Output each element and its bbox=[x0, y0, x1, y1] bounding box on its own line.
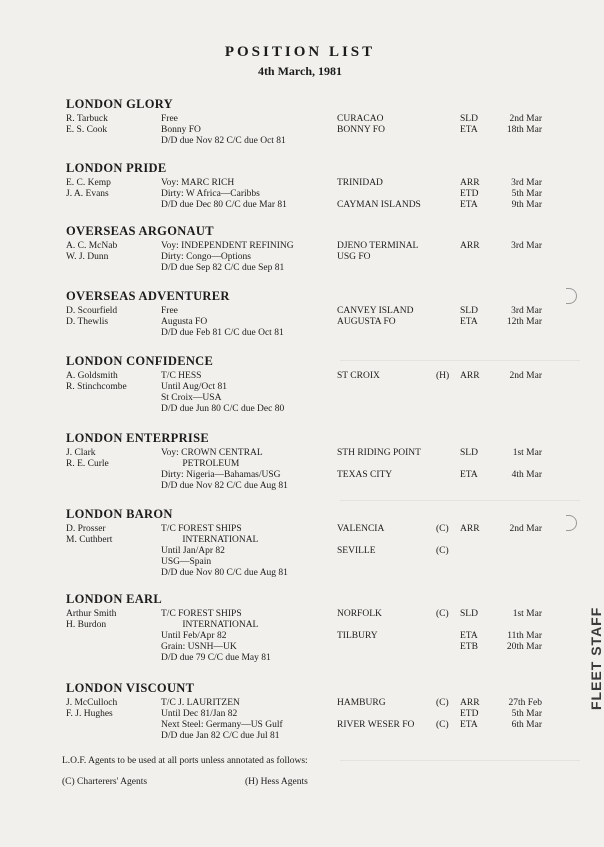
document-title: POSITION LIST bbox=[224, 44, 376, 60]
ship-line bbox=[66, 263, 556, 274]
status-date: 3rd Mar bbox=[511, 306, 542, 316]
agent-mark: (C) bbox=[436, 720, 449, 730]
ship-line bbox=[66, 535, 556, 546]
ship-line bbox=[66, 114, 556, 125]
crew-name: J. A. Evans bbox=[66, 189, 109, 199]
ship-line bbox=[66, 653, 556, 664]
ship-line bbox=[66, 470, 556, 481]
status-code: SLD bbox=[460, 609, 478, 619]
status-code: ARR bbox=[460, 241, 480, 251]
status-date: 3rd Mar bbox=[511, 178, 542, 188]
ship-name: LONDON EARL bbox=[66, 592, 163, 606]
document-date: 4th March, 1981 bbox=[257, 64, 343, 78]
voyage-detail: Free bbox=[161, 114, 178, 124]
port-name: HAMBURG bbox=[337, 698, 386, 708]
status-date: 2nd Mar bbox=[509, 371, 542, 381]
ship-name: LONDON GLORY bbox=[66, 97, 173, 111]
ship-line bbox=[66, 642, 556, 653]
status-code: ETA bbox=[460, 125, 478, 135]
paper-clip-mark bbox=[566, 288, 577, 304]
ship-line bbox=[66, 698, 556, 709]
port-name: USG FO bbox=[337, 252, 371, 262]
status-date: 12th Mar bbox=[506, 317, 542, 327]
port-name: STH RIDING POINT bbox=[337, 448, 421, 458]
port-name: CANVEY ISLAND bbox=[337, 306, 414, 316]
ship-line bbox=[66, 189, 556, 200]
voyage-detail: PETROLEUM bbox=[161, 459, 240, 469]
port-name: TILBURY bbox=[337, 631, 378, 641]
port-name: CAYMAN ISLANDS bbox=[337, 200, 421, 210]
crew-name: A. C. McNab bbox=[66, 241, 118, 251]
ship-line bbox=[66, 546, 556, 557]
status-code: SLD bbox=[460, 114, 478, 124]
ship-line bbox=[66, 568, 556, 579]
crew-name: F. J. Hughes bbox=[66, 709, 113, 719]
crew-name: D. Thewlis bbox=[66, 317, 109, 327]
status-code: ETD bbox=[460, 189, 479, 199]
bleed-through-line bbox=[340, 360, 580, 361]
status-date: 18th Mar bbox=[506, 125, 542, 135]
ship-line bbox=[66, 631, 556, 642]
bleed-through-line bbox=[340, 500, 580, 501]
ship-line bbox=[66, 382, 556, 393]
status-code: ETA bbox=[460, 720, 478, 730]
crew-name: J. McCulloch bbox=[66, 698, 118, 708]
ship-name: LONDON ENTERPRISE bbox=[66, 431, 209, 445]
ship-line bbox=[66, 404, 556, 415]
status-date: 6th Mar bbox=[511, 720, 542, 730]
voyage-detail: Next Steel: Germany—US Gulf bbox=[161, 720, 283, 730]
agent-mark: (H) bbox=[436, 371, 450, 381]
voyage-detail: T/C FOREST SHIPS bbox=[161, 609, 242, 619]
voyage-detail: Voy: MARC RICH bbox=[161, 178, 235, 188]
status-date: 9th Mar bbox=[511, 200, 542, 210]
agent-mark: (C) bbox=[436, 546, 449, 556]
voyage-detail: D/D due Nov 82 C/C due Aug 81 bbox=[161, 481, 288, 491]
ship-line bbox=[66, 328, 556, 339]
voyage-detail: T/C FOREST SHIPS bbox=[161, 524, 242, 534]
status-code: ARR bbox=[460, 524, 480, 534]
status-date: 2nd Mar bbox=[509, 524, 542, 534]
footer-note: L.O.F. Agents to be used at all ports unless annotated as follows: bbox=[62, 756, 308, 766]
bleed-through-line bbox=[340, 760, 580, 761]
voyage-detail: INTERNATIONAL bbox=[161, 535, 259, 545]
status-date: 11th Mar bbox=[507, 631, 542, 641]
voyage-detail: Voy: INDEPENDENT REFINING bbox=[161, 241, 294, 251]
voyage-detail: D/D due Dec 80 C/C due Mar 81 bbox=[161, 200, 287, 210]
status-date: 4th Mar bbox=[511, 470, 542, 480]
crew-name: M. Cuthbert bbox=[66, 535, 113, 545]
voyage-detail: Augusta FO bbox=[161, 317, 208, 327]
port-name: DJENO TERMINAL bbox=[337, 241, 419, 251]
ship-line bbox=[66, 241, 556, 252]
voyage-detail: Until Jan/Apr 82 bbox=[161, 546, 225, 556]
crew-name: D. Prosser bbox=[66, 524, 106, 534]
port-name: VALENCIA bbox=[337, 524, 385, 534]
voyage-detail: D/D due Nov 82 C/C due Oct 81 bbox=[161, 136, 286, 146]
crew-name: H. Burdon bbox=[66, 620, 107, 630]
voyage-detail: Until Feb/Apr 82 bbox=[161, 631, 227, 641]
ship-line bbox=[66, 317, 556, 328]
ship-line bbox=[66, 609, 556, 620]
voyage-detail: D/D due 79 C/C due May 81 bbox=[161, 653, 271, 663]
ship-line bbox=[66, 252, 556, 263]
status-date: 1st Mar bbox=[512, 609, 542, 619]
status-code: ETA bbox=[460, 200, 478, 210]
voyage-detail: Grain: USNH—UK bbox=[161, 642, 237, 652]
voyage-detail: D/D due Sep 82 C/C due Sep 81 bbox=[161, 263, 285, 273]
status-code: ARR bbox=[460, 371, 480, 381]
agent-mark: (C) bbox=[436, 698, 449, 708]
crew-name: R. Stinchcombe bbox=[66, 382, 127, 392]
status-code: SLD bbox=[460, 306, 478, 316]
ship-line bbox=[66, 731, 556, 742]
crew-name: E. C. Kemp bbox=[66, 178, 111, 188]
crew-name: Arthur Smith bbox=[66, 609, 117, 619]
port-name: TRINIDAD bbox=[337, 178, 383, 188]
ship-name: OVERSEAS ADVENTURER bbox=[66, 289, 230, 303]
voyage-detail: Until Dec 81/Jan 82 bbox=[161, 709, 238, 719]
port-name: NORFOLK bbox=[337, 609, 382, 619]
side-stamp bbox=[568, 560, 604, 710]
status-code: ARR bbox=[460, 698, 480, 708]
port-name: AUGUSTA FO bbox=[337, 317, 396, 327]
voyage-detail: T/C J. LAURITZEN bbox=[161, 698, 240, 708]
ship-line bbox=[66, 524, 556, 535]
legend-charterers: (C) Charterers' Agents bbox=[62, 777, 148, 787]
voyage-detail: T/C HESS bbox=[161, 371, 202, 381]
voyage-detail: Dirty: W Africa—Caribbs bbox=[161, 189, 260, 199]
status-date: 3rd Mar bbox=[511, 241, 542, 251]
status-date: 5th Mar bbox=[511, 709, 542, 719]
ship-name: LONDON BARON bbox=[66, 507, 173, 521]
status-date: 2nd Mar bbox=[509, 114, 542, 124]
status-code: ETB bbox=[460, 642, 478, 652]
ship-line bbox=[66, 459, 556, 470]
voyage-detail: D/D due Feb 81 C/C due Oct 81 bbox=[161, 328, 284, 338]
status-code: ETA bbox=[460, 317, 478, 327]
port-name: ST CROIX bbox=[337, 371, 380, 381]
port-name: TEXAS CITY bbox=[337, 470, 393, 480]
ship-name: LONDON PRIDE bbox=[66, 161, 167, 175]
ship-name: LONDON VISCOUNT bbox=[66, 681, 195, 695]
voyage-detail: Voy: CROWN CENTRAL bbox=[161, 448, 263, 458]
ship-line bbox=[66, 620, 556, 631]
ship-line bbox=[66, 178, 556, 189]
agent-mark: (C) bbox=[436, 524, 449, 534]
crew-name: R. Tarbuck bbox=[66, 114, 108, 124]
status-code: ETA bbox=[460, 631, 478, 641]
status-date: 20th Mar bbox=[506, 642, 542, 652]
voyage-detail: USG—Spain bbox=[161, 557, 212, 567]
voyage-detail: Free bbox=[161, 306, 178, 316]
ship-line bbox=[66, 136, 556, 147]
ship-line bbox=[66, 709, 556, 720]
ship-line bbox=[66, 371, 556, 382]
voyage-detail: Dirty: Congo—Options bbox=[161, 252, 251, 262]
voyage-detail: Until Aug/Oct 81 bbox=[161, 382, 227, 392]
crew-name: R. E. Curle bbox=[66, 459, 109, 469]
voyage-detail: Dirty: Nigeria—Bahamas/USG bbox=[161, 470, 281, 480]
ship-name: OVERSEAS ARGONAUT bbox=[66, 224, 214, 238]
status-date: 27th Feb bbox=[508, 698, 542, 708]
paper-clip-mark bbox=[566, 515, 577, 531]
voyage-detail: St Croix—USA bbox=[161, 393, 222, 403]
port-name: SEVILLE bbox=[337, 546, 376, 556]
port-name: RIVER WESER FO bbox=[337, 720, 415, 730]
status-code: ETD bbox=[460, 709, 479, 719]
voyage-detail: Bonny FO bbox=[161, 125, 201, 135]
crew-name: J. Clark bbox=[66, 448, 96, 458]
status-date: 5th Mar bbox=[511, 189, 542, 199]
agent-mark: (C) bbox=[436, 609, 449, 619]
voyage-detail: INTERNATIONAL bbox=[161, 620, 259, 630]
voyage-detail: D/D due Nov 80 C/C due Aug 81 bbox=[161, 568, 288, 578]
ship-name: LONDON CONFIDENCE bbox=[66, 354, 214, 368]
status-code: ETA bbox=[460, 470, 478, 480]
ship-line bbox=[66, 481, 556, 492]
ship-line bbox=[66, 448, 556, 459]
status-code: ARR bbox=[460, 178, 480, 188]
status-code: SLD bbox=[460, 448, 478, 458]
crew-name: D. Scourfield bbox=[66, 306, 118, 316]
ship-line bbox=[66, 306, 556, 317]
crew-name: W. J. Dunn bbox=[66, 252, 109, 262]
ship-line bbox=[66, 125, 556, 136]
status-date: 1st Mar bbox=[512, 448, 542, 458]
ship-line bbox=[66, 393, 556, 404]
ship-line bbox=[66, 200, 556, 211]
legend-hess: (H) Hess Agents bbox=[245, 777, 308, 787]
voyage-detail: D/D due Jun 80 C/C due Dec 80 bbox=[161, 404, 285, 414]
port-name: BONNY FO bbox=[337, 125, 385, 135]
crew-name: A. Goldsmith bbox=[66, 371, 118, 381]
crew-name: E. S. Cook bbox=[66, 125, 108, 135]
port-name: CURACAO bbox=[337, 114, 384, 124]
side-stamp-text: FLEET STAFF bbox=[588, 606, 604, 710]
ship-line bbox=[66, 720, 556, 731]
voyage-detail: D/D due Jan 82 C/C due Jul 81 bbox=[161, 731, 280, 741]
ship-line bbox=[66, 557, 556, 568]
